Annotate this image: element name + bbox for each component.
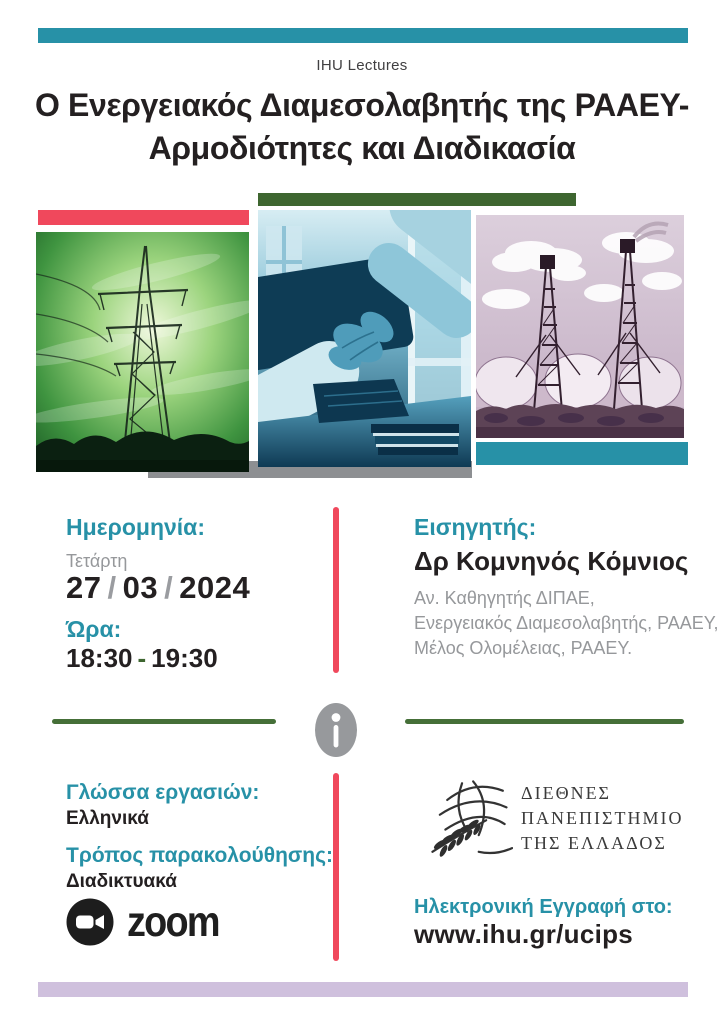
time-label: Ώρα: [66,616,122,642]
speaker-roles [414,586,718,661]
weekday: Τετάρτη [66,551,128,571]
green-accent-bar [258,193,576,206]
red-divider-line-top [333,507,339,673]
mode-label: Τρόπος παρακολούθησης: [66,844,334,867]
registration-url: www.ihu.gr/ucips [414,919,634,949]
title-line-1: Ο Ενεργειακός Διαμεσολαβητής της ΡΑΑΕΥ- [35,87,689,123]
info-icon [315,703,357,757]
globe-olive-branch-icon [425,772,513,864]
speaker-role: Αν. Καθηγητής ΔΙΠΑΕ, [414,588,595,608]
university-name-line: ΔΙΕΘΝΕΣ [521,782,612,803]
university-name [521,781,683,856]
mode-value: Διαδικτυακά [66,871,177,892]
date-label: Ημερομηνία: [66,514,205,540]
date-day: 27 [66,570,102,605]
university-logo [425,772,683,864]
zoom-wordmark: zoom [127,898,219,946]
page-title [0,84,724,170]
event-date [66,570,250,606]
green-divider-left [52,719,276,724]
top-accent-bar [38,28,688,43]
date-year: 2024 [179,570,251,605]
teal-accent-bar [476,442,688,465]
handshake-photo [258,210,471,467]
title-line-2: Αρμοδιότητες και Διαδικασία [148,130,576,166]
date-separator: / [107,570,117,605]
speaker-name: Δρ Κομνηνός Κόμνιος [414,546,689,576]
speaker-role: Μέλος Ολομέλειας, ΡΑΑΕΥ. [414,638,633,658]
speaker-role: Ενεργειακός Διαμεσολαβητής, ΡΑΑΕΥ, [414,613,719,633]
zoom-logo [66,898,231,946]
event-time [66,643,218,674]
time-end: 19:30 [151,643,218,673]
time-dash: - [137,643,147,673]
language-label: Γλώσσα εργασιών: [66,781,260,804]
bottom-accent-bar [38,982,688,997]
time-start: 18:30 [66,643,133,673]
series-label: IHU Lectures [316,57,408,74]
speaker-label: Εισηγητής: [414,514,537,540]
red-divider-line-bottom [333,773,339,961]
university-name-line: ΤΗΣ ΕΛΛΑΔΟΣ [521,832,667,853]
registration-label: Ηλεκτρονική Εγγραφή στο: [414,896,673,918]
date-separator: / [164,570,174,605]
electricity-pylon-photo [36,232,249,472]
language-value: Ελληνικά [66,808,149,829]
red-accent-bar [38,210,249,225]
video-camera-icon [66,898,114,946]
drilling-rigs-photo [476,215,684,438]
date-month: 03 [122,570,159,605]
green-divider-right [405,719,684,724]
university-name-line: ΠΑΝΕΠΙΣΤΗΜΙΟ [521,807,684,828]
